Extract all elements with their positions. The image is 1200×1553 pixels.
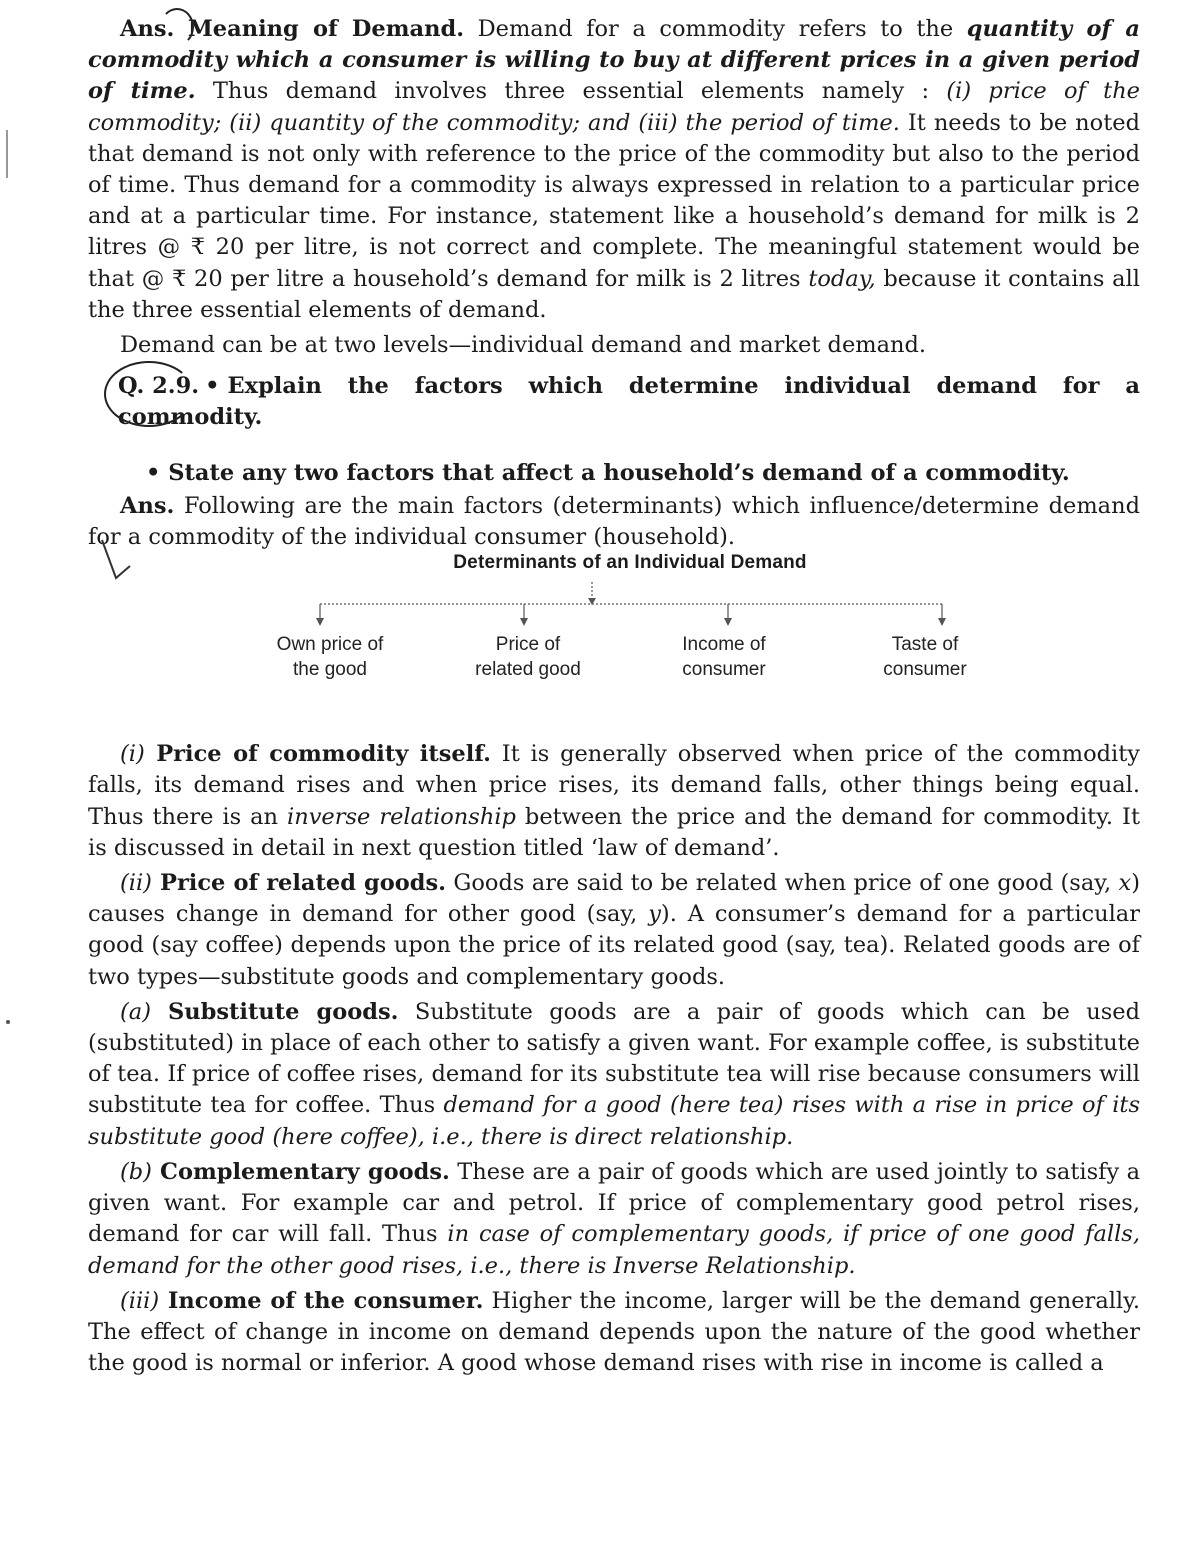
question-text: Explain the factors which determine individual demand for a commodity. (118, 373, 1140, 431)
answer-intro: Ans. Following are the main factors (determinants) which influence/determine demand for a commodity of the individual consumer (household). (88, 492, 1140, 551)
margin-dot (6, 1020, 10, 1024)
question-heading: Q. 2.9. • Explain the factors which determine individual demand for a commodity. (88, 371, 1140, 433)
answer-meaning-of-demand: Ans. Meaning of Demand. Demand for a commodity refers to the quantity of a commodity which a consumer is willing to buy at different prices in a given period of time. Thus demand involves three essential elements namely : (i) price of the commodity; (ii) quantity of the commodity; and (iii) the period of time. It needs to be noted that demand is not only with reference to the price of the commodity but also to the period of time. Thus demand for a commodity is always expressed in relation to a particular price and at a particular time. For instance, statement like a household’s demand for milk is 2 litres @ ₹ 20 per litre, is not correct and complete. The meaningful statement would be that @ ₹ 20 per litre a household’s demand for milk is 2 litres today, because it contains all the three essential elements of demand. (88, 14, 1140, 326)
factor-own-price: (i) Price of commodity itself. It is generally observed when price of the commodity falls, its demand rises and when price rises, its demand falls, other things being equal. Thus there is an inverse relationship between the price and the demand for commodity. It is discussed in detail in next question titled ‘law of demand’. (88, 741, 1140, 861)
answer-heading: Meaning of Demand. (187, 16, 465, 42)
answer-lead: Ans. (120, 16, 175, 42)
handwritten-tick-mark (100, 538, 134, 588)
complementary-goods: (b) Complementary goods. These are a pair of goods which are used jointly to satisfy a given want. For example car and petrol. If price of complementary good petrol rises, demand for car will fall. Thus in case of complementary goods, if price of one good falls, demand for the other good rises, i.e., there is Inverse Relationship. (88, 1158, 1140, 1279)
determinants-diagram (250, 552, 1010, 692)
handwritten-circle-mark (104, 361, 194, 427)
handwritten-circle-mark (160, 8, 194, 46)
diagram-node-own-price: Own price of the good (276, 634, 384, 680)
sub-question: • State any two factors that affect a household’s demand of a commodity. (146, 459, 1070, 486)
margin-line (6, 130, 8, 178)
substitute-goods: (a) Substitute goods. Substitute goods are a pair of goods which can be used (substituted) in place of each other to satisfy a given want. For example coffee, is substitute of tea. If price of coffee rises, demand for its substitute tea will rise because consumers will substitute tea for coffee. Thus demand for a good (here tea) rises with a rise in price of its substitute good (here coffee), i.e., there is direct relationship. (88, 998, 1140, 1150)
factor-income: (iii) Income of the consumer. Higher the income, larger will be the demand generally. The effect of change in income on demand depends upon the nature of the good whether the good is normal or inferior. A good whose demand rises with rise in income is called a (88, 1287, 1140, 1377)
diagram-node-income: Income of consumer (682, 634, 766, 680)
page-content (88, 14, 1140, 1379)
demand-levels: Demand can be at two levels—individual demand and market demand. (120, 332, 927, 359)
diagram-node-related-good: Price of related good (475, 634, 581, 680)
diagram-node-taste: Taste of consumer (883, 634, 967, 680)
factor-related-goods: (ii) Price of related goods. Goods are said to be related when price of one good (say, x) causes change in demand for other good (say, y). A consumer’s demand for a particular good (say coffee) depends upon the price of its related good (say, tea). Related goods are of two types—substitute goods and complementary goods. (88, 870, 1140, 990)
question-number: Q. 2.9. (118, 371, 199, 402)
diagram-title: Determinants of an Individual Demand (453, 552, 807, 573)
